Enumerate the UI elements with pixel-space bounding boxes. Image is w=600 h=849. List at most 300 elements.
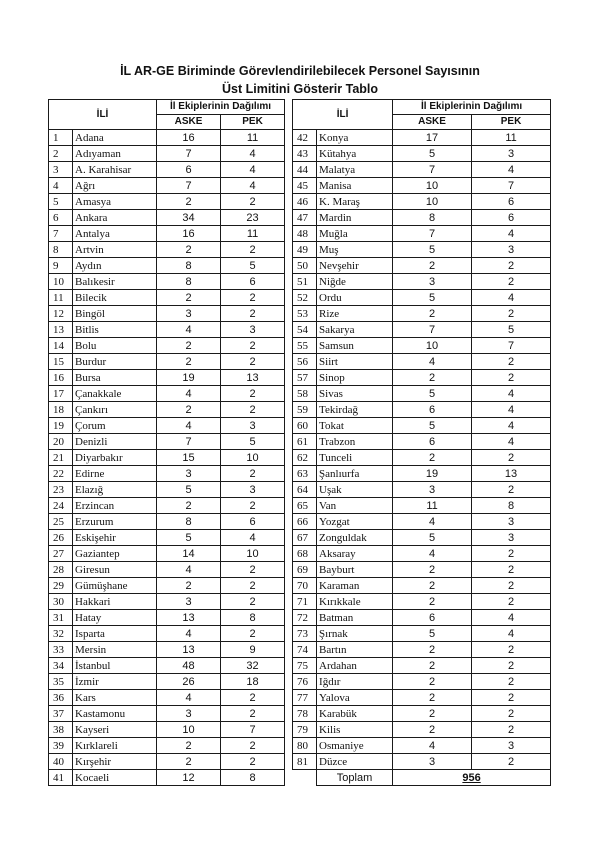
row-number: 53 <box>293 306 317 322</box>
column-separator <box>285 258 293 274</box>
table-row <box>49 434 551 450</box>
province-name: Şanlıurfa <box>317 466 393 482</box>
row-number: 3 <box>49 162 73 178</box>
row-number: 70 <box>293 578 317 594</box>
row-number: 9 <box>49 258 73 274</box>
province-name: Sinop <box>317 370 393 386</box>
pek-value: 32 <box>221 658 285 674</box>
province-name: Bayburt <box>317 562 393 578</box>
row-number: 28 <box>49 562 73 578</box>
column-separator <box>285 514 293 530</box>
pek-value: 6 <box>472 210 551 226</box>
province-name: A. Karahisar <box>73 162 157 178</box>
province-name: Kayseri <box>73 722 157 738</box>
pek-value: 6 <box>221 274 285 290</box>
pek-value: 4 <box>221 530 285 546</box>
pek-value: 2 <box>472 306 551 322</box>
row-number: 78 <box>293 706 317 722</box>
province-name: Muş <box>317 242 393 258</box>
row-number: 46 <box>293 194 317 210</box>
table-row <box>49 130 551 146</box>
aske-value: 6 <box>393 402 472 418</box>
row-number: 75 <box>293 658 317 674</box>
table-row <box>49 642 551 658</box>
pek-value: 7 <box>472 178 551 194</box>
row-number: 79 <box>293 722 317 738</box>
province-name: Siirt <box>317 354 393 370</box>
pek-value: 11 <box>221 130 285 146</box>
aske-value: 7 <box>393 162 472 178</box>
province-name: Sakarya <box>317 322 393 338</box>
province-name: Adana <box>73 130 157 146</box>
aske-value: 8 <box>157 258 221 274</box>
province-name: Aydın <box>73 258 157 274</box>
pek-value: 3 <box>221 418 285 434</box>
pek-value: 2 <box>221 306 285 322</box>
table-row <box>49 258 551 274</box>
province-name: Çanakkale <box>73 386 157 402</box>
right-aske-header: ASKE <box>393 115 472 130</box>
province-name: Kocaeli <box>73 770 157 786</box>
row-number: 71 <box>293 594 317 610</box>
province-name: Kilis <box>317 722 393 738</box>
pek-value: 3 <box>472 242 551 258</box>
row-number: 1 <box>49 130 73 146</box>
table-row <box>49 418 551 434</box>
column-separator <box>285 706 293 722</box>
row-number: 80 <box>293 738 317 754</box>
row-number: 59 <box>293 402 317 418</box>
column-separator <box>285 242 293 258</box>
pek-value: 2 <box>221 626 285 642</box>
row-number: 58 <box>293 386 317 402</box>
row-number: 24 <box>49 498 73 514</box>
table-row <box>49 290 551 306</box>
pek-value: 2 <box>472 546 551 562</box>
table-row <box>49 450 551 466</box>
aske-value: 48 <box>157 658 221 674</box>
aske-value: 5 <box>157 482 221 498</box>
province-name: Burdur <box>73 354 157 370</box>
pek-value: 2 <box>221 754 285 770</box>
aske-value: 7 <box>157 434 221 450</box>
table-row <box>49 226 551 242</box>
province-name: Ankara <box>73 210 157 226</box>
column-separator <box>285 562 293 578</box>
pek-value: 2 <box>472 690 551 706</box>
province-name: Karabük <box>317 706 393 722</box>
aske-value: 2 <box>393 706 472 722</box>
column-separator <box>285 626 293 642</box>
province-name: Zonguldak <box>317 530 393 546</box>
pek-value: 2 <box>221 706 285 722</box>
province-name: Ardahan <box>317 658 393 674</box>
province-name: Rize <box>317 306 393 322</box>
aske-value: 17 <box>393 130 472 146</box>
province-name: Mersin <box>73 642 157 658</box>
table-row <box>49 546 551 562</box>
province-name: Bartın <box>317 642 393 658</box>
aske-value: 2 <box>393 370 472 386</box>
aske-value: 6 <box>157 162 221 178</box>
row-number: 49 <box>293 242 317 258</box>
province-name: Amasya <box>73 194 157 210</box>
row-number: 43 <box>293 146 317 162</box>
pek-value: 2 <box>472 658 551 674</box>
left-ili-header: İLİ <box>49 100 157 130</box>
province-name: Giresun <box>73 562 157 578</box>
pek-value: 4 <box>221 178 285 194</box>
column-separator <box>285 610 293 626</box>
aske-value: 3 <box>157 706 221 722</box>
table-row <box>49 706 551 722</box>
pek-value: 13 <box>472 466 551 482</box>
row-number: 5 <box>49 194 73 210</box>
column-separator <box>285 546 293 562</box>
column-separator <box>285 658 293 674</box>
row-number: 19 <box>49 418 73 434</box>
pek-value: 2 <box>221 578 285 594</box>
row-number: 44 <box>293 162 317 178</box>
row-number: 27 <box>49 546 73 562</box>
pek-value: 3 <box>221 482 285 498</box>
table-row <box>49 530 551 546</box>
table-row <box>49 722 551 738</box>
row-number: 8 <box>49 242 73 258</box>
column-separator <box>285 754 293 770</box>
row-number: 25 <box>49 514 73 530</box>
column-separator <box>285 738 293 754</box>
row-number: 42 <box>293 130 317 146</box>
column-separator <box>285 194 293 210</box>
province-name: Kırklareli <box>73 738 157 754</box>
row-number: 31 <box>49 610 73 626</box>
province-name: Eskişehir <box>73 530 157 546</box>
row-number: 17 <box>49 386 73 402</box>
aske-value: 10 <box>157 722 221 738</box>
row-number: 2 <box>49 146 73 162</box>
province-name: Konya <box>317 130 393 146</box>
row-number: 4 <box>49 178 73 194</box>
row-number: 40 <box>49 754 73 770</box>
pek-value: 2 <box>221 338 285 354</box>
row-number: 16 <box>49 370 73 386</box>
row-number: 39 <box>49 738 73 754</box>
table-row <box>49 194 551 210</box>
aske-value: 2 <box>157 402 221 418</box>
row-number: 57 <box>293 370 317 386</box>
row-number: 10 <box>49 274 73 290</box>
aske-value: 4 <box>157 322 221 338</box>
pek-value: 11 <box>221 226 285 242</box>
column-separator <box>285 722 293 738</box>
province-name: Ordu <box>317 290 393 306</box>
column-separator <box>285 482 293 498</box>
column-separator <box>285 498 293 514</box>
row-number: 51 <box>293 274 317 290</box>
aske-value: 5 <box>393 290 472 306</box>
table-row <box>49 386 551 402</box>
table-row <box>49 466 551 482</box>
pek-value: 3 <box>221 322 285 338</box>
pek-value: 2 <box>472 706 551 722</box>
document-title: İL AR-GE Biriminde Görevlendirilebilecek Personel Sayısının <box>120 64 480 78</box>
aske-value: 7 <box>393 322 472 338</box>
header-row-1 <box>49 100 551 115</box>
aske-value: 4 <box>157 562 221 578</box>
province-name: Bilecik <box>73 290 157 306</box>
pek-value: 5 <box>221 434 285 450</box>
aske-value: 5 <box>393 418 472 434</box>
pek-value: 3 <box>472 738 551 754</box>
row-number: 55 <box>293 338 317 354</box>
table-row <box>49 690 551 706</box>
column-separator <box>285 338 293 354</box>
column-separator <box>285 578 293 594</box>
province-name: Batman <box>317 610 393 626</box>
row-number: 54 <box>293 322 317 338</box>
pek-value: 4 <box>472 162 551 178</box>
pek-value: 2 <box>472 754 551 770</box>
row-number: 22 <box>49 466 73 482</box>
province-name: Trabzon <box>317 434 393 450</box>
province-name: Bolu <box>73 338 157 354</box>
row-number: 77 <box>293 690 317 706</box>
row-number: 67 <box>293 530 317 546</box>
aske-value: 10 <box>393 194 472 210</box>
right-dagilim-header: İl Ekiplerinin Dağılımı <box>393 100 551 115</box>
row-number: 68 <box>293 546 317 562</box>
row-number: 69 <box>293 562 317 578</box>
aske-value: 3 <box>157 306 221 322</box>
column-separator <box>285 130 293 146</box>
province-name: Edirne <box>73 466 157 482</box>
total-value: 956 <box>393 770 551 786</box>
province-name: Sivas <box>317 386 393 402</box>
pek-value: 5 <box>221 258 285 274</box>
row-number: 33 <box>49 642 73 658</box>
column-separator <box>285 370 293 386</box>
pek-value: 2 <box>221 354 285 370</box>
table-row <box>49 754 551 770</box>
left-aske-header: ASKE <box>157 115 221 130</box>
row-number: 12 <box>49 306 73 322</box>
aske-value: 16 <box>157 226 221 242</box>
aske-value: 2 <box>157 242 221 258</box>
aske-value: 13 <box>157 642 221 658</box>
row-number: 26 <box>49 530 73 546</box>
table-row <box>49 562 551 578</box>
aske-value: 19 <box>157 370 221 386</box>
pek-value: 4 <box>472 402 551 418</box>
aske-value: 2 <box>393 722 472 738</box>
column-separator <box>285 162 293 178</box>
pek-value: 4 <box>472 626 551 642</box>
aske-value: 4 <box>393 546 472 562</box>
aske-value: 7 <box>157 178 221 194</box>
pek-value: 2 <box>472 722 551 738</box>
pek-value: 3 <box>472 146 551 162</box>
left-dagilim-header: İl Ekiplerinin Dağılımı <box>157 100 285 115</box>
total-label: Toplam <box>317 770 393 786</box>
province-name: Gaziantep <box>73 546 157 562</box>
pek-value: 3 <box>472 530 551 546</box>
row-number: 45 <box>293 178 317 194</box>
aske-value: 4 <box>157 626 221 642</box>
province-name: Artvin <box>73 242 157 258</box>
row-number: 76 <box>293 674 317 690</box>
pek-value: 8 <box>221 610 285 626</box>
pek-value: 8 <box>472 498 551 514</box>
row-number: 20 <box>49 434 73 450</box>
aske-value: 2 <box>393 594 472 610</box>
column-separator <box>285 642 293 658</box>
pek-value: 4 <box>221 162 285 178</box>
personnel-limit-table <box>48 99 551 786</box>
row-number: 23 <box>49 482 73 498</box>
table-row <box>49 354 551 370</box>
column-separator <box>285 674 293 690</box>
row-number: 81 <box>293 754 317 770</box>
pek-value: 2 <box>221 498 285 514</box>
province-name: Isparta <box>73 626 157 642</box>
province-name: Yozgat <box>317 514 393 530</box>
province-name: Çorum <box>73 418 157 434</box>
table-row <box>49 482 551 498</box>
aske-value: 11 <box>393 498 472 514</box>
aske-value: 7 <box>157 146 221 162</box>
pek-value: 2 <box>472 578 551 594</box>
pek-value: 10 <box>221 450 285 466</box>
aske-value: 2 <box>393 306 472 322</box>
table-row <box>49 610 551 626</box>
column-separator <box>285 418 293 434</box>
province-name: Erzincan <box>73 498 157 514</box>
province-name: Adıyaman <box>73 146 157 162</box>
pek-value: 2 <box>472 642 551 658</box>
column-separator <box>285 402 293 418</box>
province-name: Kars <box>73 690 157 706</box>
pek-value: 2 <box>472 562 551 578</box>
row-number: 41 <box>49 770 73 786</box>
aske-value: 2 <box>393 658 472 674</box>
row-number: 32 <box>49 626 73 642</box>
aske-value: 3 <box>157 594 221 610</box>
table-row <box>49 674 551 690</box>
row-number: 21 <box>49 450 73 466</box>
pek-value: 5 <box>472 322 551 338</box>
pek-value: 13 <box>221 370 285 386</box>
province-name: Antalya <box>73 226 157 242</box>
pek-value: 6 <box>221 514 285 530</box>
row-number: 63 <box>293 466 317 482</box>
row-number: 61 <box>293 434 317 450</box>
aske-value: 2 <box>393 258 472 274</box>
pek-value: 2 <box>221 690 285 706</box>
province-name: Karaman <box>317 578 393 594</box>
column-separator <box>285 322 293 338</box>
province-name: Muğla <box>317 226 393 242</box>
pek-value: 10 <box>221 546 285 562</box>
aske-value: 8 <box>393 210 472 226</box>
pek-value: 2 <box>472 354 551 370</box>
aske-value: 19 <box>393 466 472 482</box>
pek-value: 2 <box>472 674 551 690</box>
table-row <box>49 306 551 322</box>
table-row <box>49 514 551 530</box>
pek-value: 2 <box>221 290 285 306</box>
pek-value: 9 <box>221 642 285 658</box>
pek-value: 2 <box>472 482 551 498</box>
province-name: Nevşehir <box>317 258 393 274</box>
table-row <box>49 370 551 386</box>
table-row <box>49 242 551 258</box>
province-name: Niğde <box>317 274 393 290</box>
aske-value: 3 <box>393 482 472 498</box>
row-number: 66 <box>293 514 317 530</box>
aske-value: 2 <box>157 578 221 594</box>
right-ili-header: İLİ <box>293 100 393 130</box>
province-name: K. Maraş <box>317 194 393 210</box>
column-separator <box>285 274 293 290</box>
column-separator <box>285 594 293 610</box>
aske-value: 4 <box>393 354 472 370</box>
table-row <box>49 738 551 754</box>
table-row <box>49 322 551 338</box>
row-number: 65 <box>293 498 317 514</box>
pek-value: 2 <box>221 562 285 578</box>
table-row <box>49 162 551 178</box>
aske-value: 5 <box>157 530 221 546</box>
aske-value: 10 <box>393 338 472 354</box>
row-number: 64 <box>293 482 317 498</box>
province-name: Van <box>317 498 393 514</box>
aske-value: 8 <box>157 274 221 290</box>
aske-value: 5 <box>393 242 472 258</box>
table-row <box>49 498 551 514</box>
aske-value: 6 <box>393 610 472 626</box>
pek-value: 2 <box>221 402 285 418</box>
pek-value: 2 <box>472 594 551 610</box>
column-separator <box>285 100 293 130</box>
province-name: Samsun <box>317 338 393 354</box>
province-name: Elazığ <box>73 482 157 498</box>
column-separator <box>285 386 293 402</box>
aske-value: 2 <box>393 690 472 706</box>
column-separator <box>285 354 293 370</box>
province-name: Hakkari <box>73 594 157 610</box>
aske-value: 5 <box>393 146 472 162</box>
aske-value: 6 <box>393 434 472 450</box>
row-number: 6 <box>49 210 73 226</box>
table-row <box>49 578 551 594</box>
document-subtitle: Üst Limitini Gösterir Tablo <box>221 82 379 96</box>
aske-value: 2 <box>393 562 472 578</box>
pek-value: 2 <box>221 594 285 610</box>
right-pek-header: PEK <box>472 115 551 130</box>
aske-value: 2 <box>157 754 221 770</box>
pek-value: 7 <box>472 338 551 354</box>
pek-value: 2 <box>221 194 285 210</box>
column-separator <box>285 530 293 546</box>
pek-value: 7 <box>221 722 285 738</box>
province-name: Tokat <box>317 418 393 434</box>
column-separator <box>285 226 293 242</box>
aske-value: 15 <box>157 450 221 466</box>
row-number: 72 <box>293 610 317 626</box>
pek-value: 4 <box>472 610 551 626</box>
aske-value: 5 <box>393 626 472 642</box>
